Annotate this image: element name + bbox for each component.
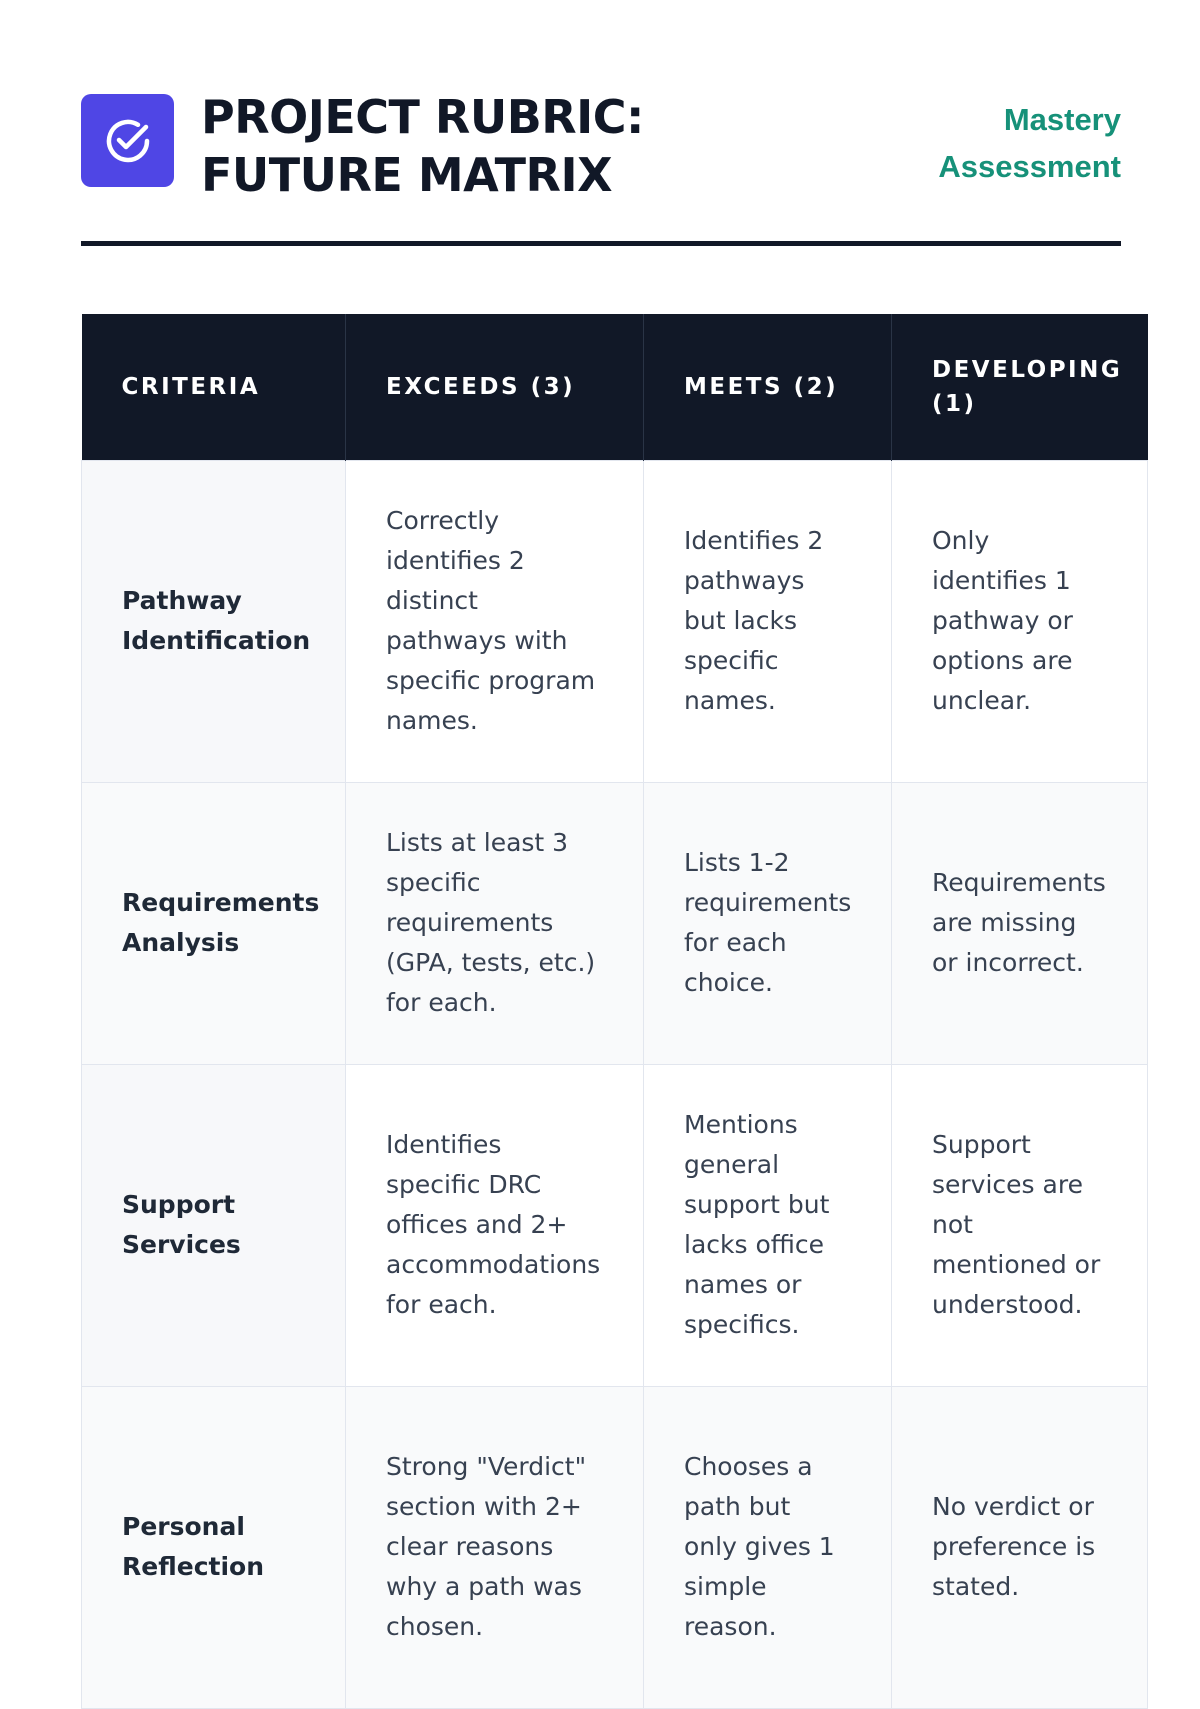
exceeds-cell: Identifies specific DRC offices and 2+ accommodations for each. [346,1064,644,1386]
exceeds-cell: Correctly identifies 2 distinct pathways with specific program names. [346,460,644,782]
column-header-exceeds: EXCEEDS (3) [346,314,644,460]
criteria-cell: Support Services [82,1064,346,1386]
meets-cell: Identifies 2 pathways but lacks specific names. [644,460,892,782]
logo-badge [81,94,174,187]
criteria-cell: Personal Reflection [82,1386,346,1708]
rubric-table-container [81,314,1147,1709]
assessment-label-line-2: Assessment [938,149,1121,184]
meets-cell: Mentions general support but lacks office names or specifics. [644,1064,892,1386]
table-row [82,1064,1148,1386]
page-title-line-1: PROJECT RUBRIC: [201,90,644,144]
developing-cell: No verdict or preference is stated. [892,1386,1148,1708]
table-row [82,460,1148,782]
table-row [82,1386,1148,1708]
table-header-row [82,314,1148,460]
page-title [201,88,644,204]
meets-cell: Lists 1-2 requirements for each choice. [644,782,892,1064]
page-title-line-2: FUTURE MATRIX [201,148,613,202]
exceeds-cell: Strong "Verdict" section with 2+ clear reasons why a path was chosen. [346,1386,644,1708]
column-header-meets: MEETS (2) [644,314,892,460]
developing-cell: Support services are not mentioned or understood. [892,1064,1148,1386]
developing-cell: Only identifies 1 pathway or options are unclear. [892,460,1148,782]
developing-cell: Requirements are missing or incorrect. [892,782,1148,1064]
table-row [82,782,1148,1064]
column-header-criteria: CRITERIA [82,314,346,460]
column-header-developing: DEVELOPING (1) [892,314,1148,460]
header-divider [81,241,1121,246]
page-header [81,88,1121,202]
assessment-label-line-1: Mastery [1003,102,1121,137]
meets-cell: Chooses a path but only gives 1 simple reason. [644,1386,892,1708]
assessment-label [938,96,1121,190]
check-circle-icon [102,115,154,167]
criteria-cell: Pathway Identification [82,460,346,782]
exceeds-cell: Lists at least 3 specific requirements (GPA, tests, etc.) for each. [346,782,644,1064]
rubric-table [81,314,1148,1709]
criteria-cell: Requirements Analysis [82,782,346,1064]
